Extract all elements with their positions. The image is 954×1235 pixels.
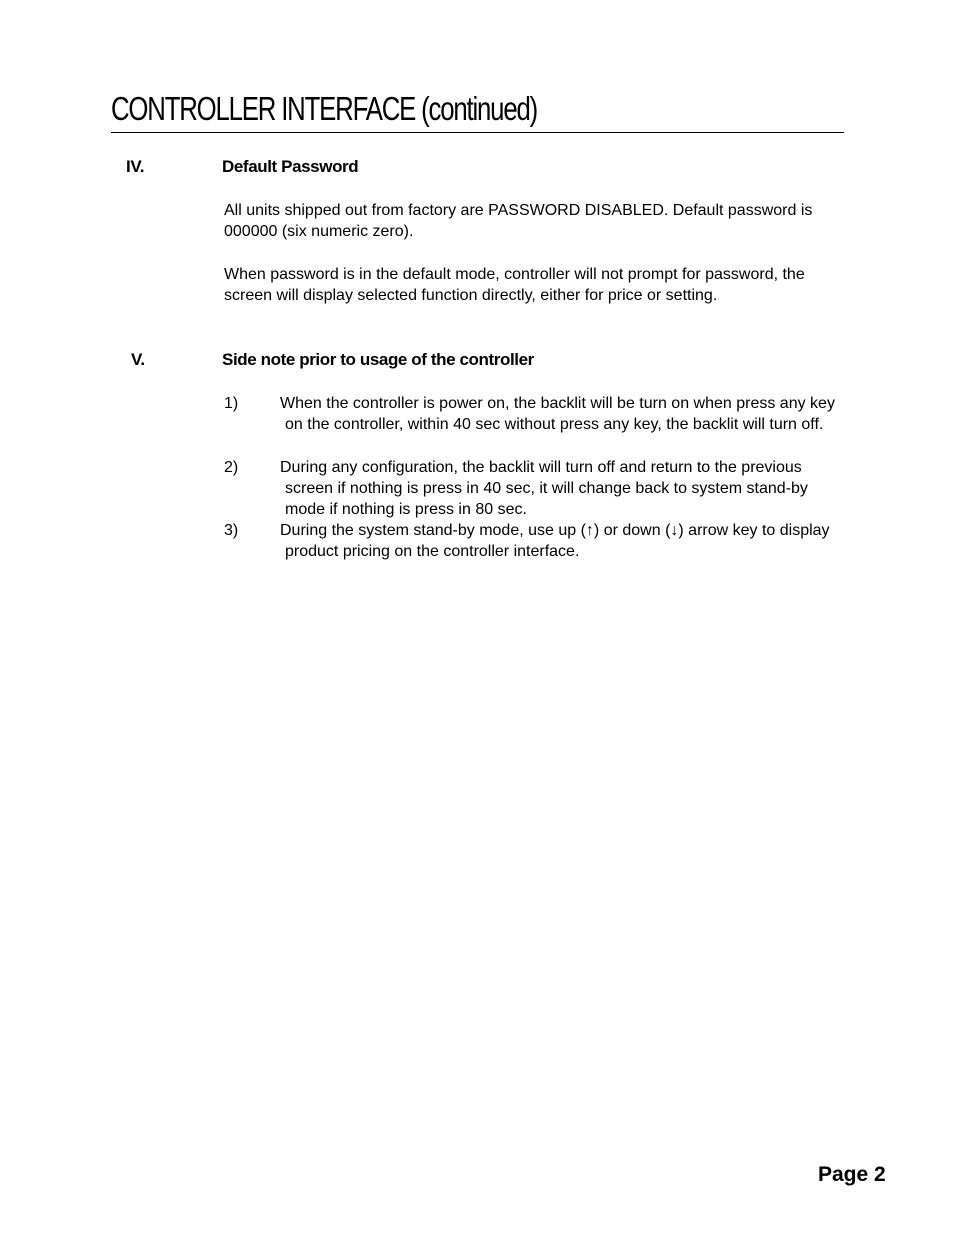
page-number: Page 2 [818, 1163, 886, 1186]
list-item [224, 393, 844, 435]
list-marker: 2) [224, 459, 239, 476]
section-title: Side note prior to usage of the controller [222, 350, 534, 369]
section-number: IV. [126, 157, 145, 176]
list-marker: 3) [224, 522, 239, 539]
section-title: Default Password [222, 157, 359, 176]
page-title: CONTROLLER INTERFACE (continued) [111, 90, 538, 127]
section-number: V. [131, 350, 145, 369]
list-marker: 1) [224, 395, 239, 412]
list-item [224, 520, 844, 562]
list-text: During the system stand-by mode, use up (↑) or down (↓) arrow key to display product pricing on the controller interface. [280, 522, 830, 560]
title-divider [111, 132, 844, 133]
list-text: During any configuration, the backlit will turn off and return to the previous screen if nothing is press in 40 sec, it will change back to system stand-by mode if nothing is press in 80 sec. [280, 459, 808, 518]
paragraph: All units shipped out from factory are PASSWORD DISABLED. Default password is 000000 (six numeric zero). [224, 202, 813, 240]
paragraph: When password is in the default mode, controller will not prompt for password, the screen will display selected function directly, either for price or setting. [224, 266, 805, 304]
list-item [224, 457, 844, 520]
list-text: When the controller is power on, the backlit will be turn on when press any key on the controller, within 40 sec without press any key, the backlit will turn off. [280, 395, 835, 433]
